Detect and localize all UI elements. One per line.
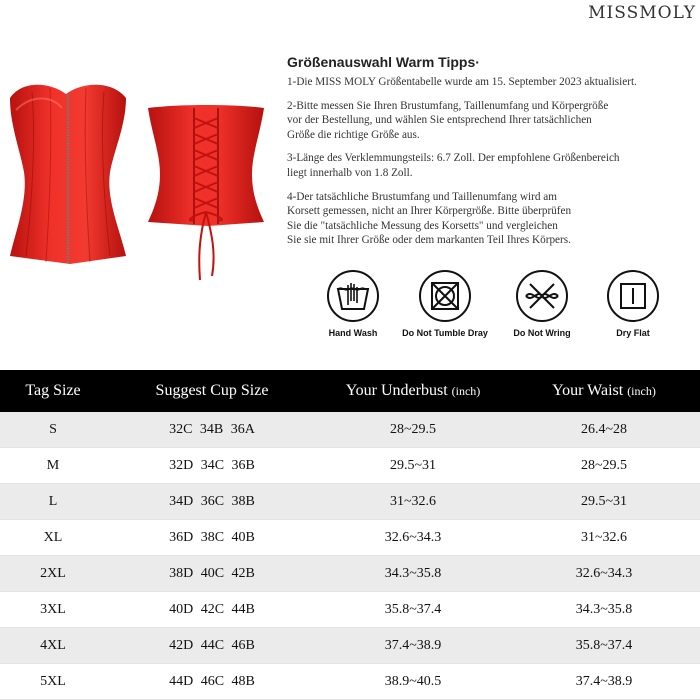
header-cup-size: Suggest Cup Size (155, 382, 269, 399)
cell-waist: 28~29.5 (580, 457, 628, 473)
cell-underbust: 29.5~31 (389, 457, 437, 473)
table-body (0, 412, 700, 700)
cell-cup-size: 32D 34C 36B (169, 457, 255, 473)
cell-waist: 32.6~34.3 (575, 565, 633, 581)
table-row (0, 448, 700, 484)
tip-2: 2-Bitte messen Sie Ihren Brustumfang, Taillenumfang und Körpergröße vor der Bestellung, und wählen Sie entsprechend Ihrer tatsächlichen Größe die richtige Größe aus. (287, 99, 609, 141)
cell-cup-size: 34D 36C 38B (169, 493, 255, 509)
cell-underbust: 35.8~37.4 (384, 601, 442, 617)
care-do-not-wring (497, 270, 587, 338)
cell-tag-size: 2XL (40, 565, 66, 581)
table-row (0, 556, 700, 592)
cell-underbust: 32.6~34.3 (384, 529, 442, 545)
tips-title: Größenauswahl Warm Tipps· (287, 54, 480, 70)
cell-cup-size: 32C 34B 36A (169, 421, 255, 437)
header-underbust-unit: (inch) (451, 384, 481, 398)
cell-tag-size: 3XL (40, 601, 66, 617)
table-row (0, 592, 700, 628)
hand-wash-label: Hand Wash (328, 328, 378, 338)
cell-tag-size: XL (43, 529, 63, 545)
cell-tag-size: S (49, 421, 57, 437)
cell-underbust: 34.3~35.8 (384, 565, 442, 581)
size-table (0, 370, 700, 700)
care-dry-flat (588, 270, 678, 338)
table-row (0, 484, 700, 520)
table-row (0, 520, 700, 556)
cell-waist: 35.8~37.4 (575, 637, 633, 653)
table-row (0, 664, 700, 700)
size-tips (287, 54, 697, 257)
cell-underbust: 31~32.6 (389, 493, 437, 509)
brand-logo: MISSMOLY (588, 3, 696, 23)
tip-4: 4-Der tatsächliche Brustumfang und Taillenumfang wird am Korsett gemessen, nicht an Ihrer Körpergröße. Bitte überprüfen Sie die "tatsächliche Messung des Korsetts" und vergleichen Sie sie mit Ihrer Größe oder dem markanten Teil Ihres Körpers. (287, 190, 572, 247)
cell-underbust: 28~29.5 (389, 421, 437, 437)
cell-cup-size: 42D 44C 46B (169, 637, 255, 653)
do-not-tumble-dry-label: Do Not Tumble Dray (402, 328, 488, 338)
cell-tag-size: L (48, 493, 58, 509)
header-underbust (318, 382, 508, 400)
cell-waist: 26.4~28 (580, 421, 628, 437)
table-row (0, 628, 700, 664)
care-hand-wash (308, 270, 398, 338)
cell-cup-size: 36D 38C 40B (169, 529, 255, 545)
hand-wash-icon (327, 270, 379, 322)
header-waist-label: Your Waist (552, 382, 624, 399)
tip-1: 1-Die MISS MOLY Größentabelle wurde am 15. September 2023 aktualisiert. (287, 76, 637, 88)
cell-waist: 34.3~35.8 (575, 601, 633, 617)
cell-tag-size: M (46, 457, 60, 473)
header-waist (508, 382, 700, 400)
cell-cup-size: 38D 40C 42B (169, 565, 255, 581)
cell-waist: 37.4~38.9 (575, 673, 633, 689)
cell-waist: 31~32.6 (580, 529, 628, 545)
care-do-not-tumble-dry (400, 270, 490, 338)
do-not-wring-icon (516, 270, 568, 322)
dry-flat-label: Dry Flat (616, 328, 650, 338)
cell-waist: 29.5~31 (580, 493, 628, 509)
cell-tag-size: 5XL (40, 673, 66, 689)
header-underbust-label: Your Underbust (345, 382, 448, 399)
tip-3: 3-Länge des Verklemmungsteils: 6.7 Zoll. Der empfohlene Größenbereich liegt innerhalb von 1.8 Zoll. (287, 152, 620, 179)
cell-cup-size: 44D 46C 48B (169, 673, 255, 689)
table-header (0, 370, 700, 412)
dry-flat-icon (607, 270, 659, 322)
cell-tag-size: 4XL (40, 637, 66, 653)
do-not-wring-label: Do Not Wring (513, 328, 571, 338)
cell-cup-size: 40D 42C 44B (169, 601, 255, 617)
do-not-tumble-dry-icon (419, 270, 471, 322)
header-tag-size: Tag Size (25, 382, 81, 399)
corset-back-image (140, 104, 272, 284)
corset-front-image (2, 80, 134, 266)
table-row (0, 412, 700, 448)
cell-underbust: 37.4~38.9 (384, 637, 442, 653)
header-waist-unit: (inch) (627, 384, 656, 398)
cell-underbust: 38.9~40.5 (384, 673, 442, 689)
